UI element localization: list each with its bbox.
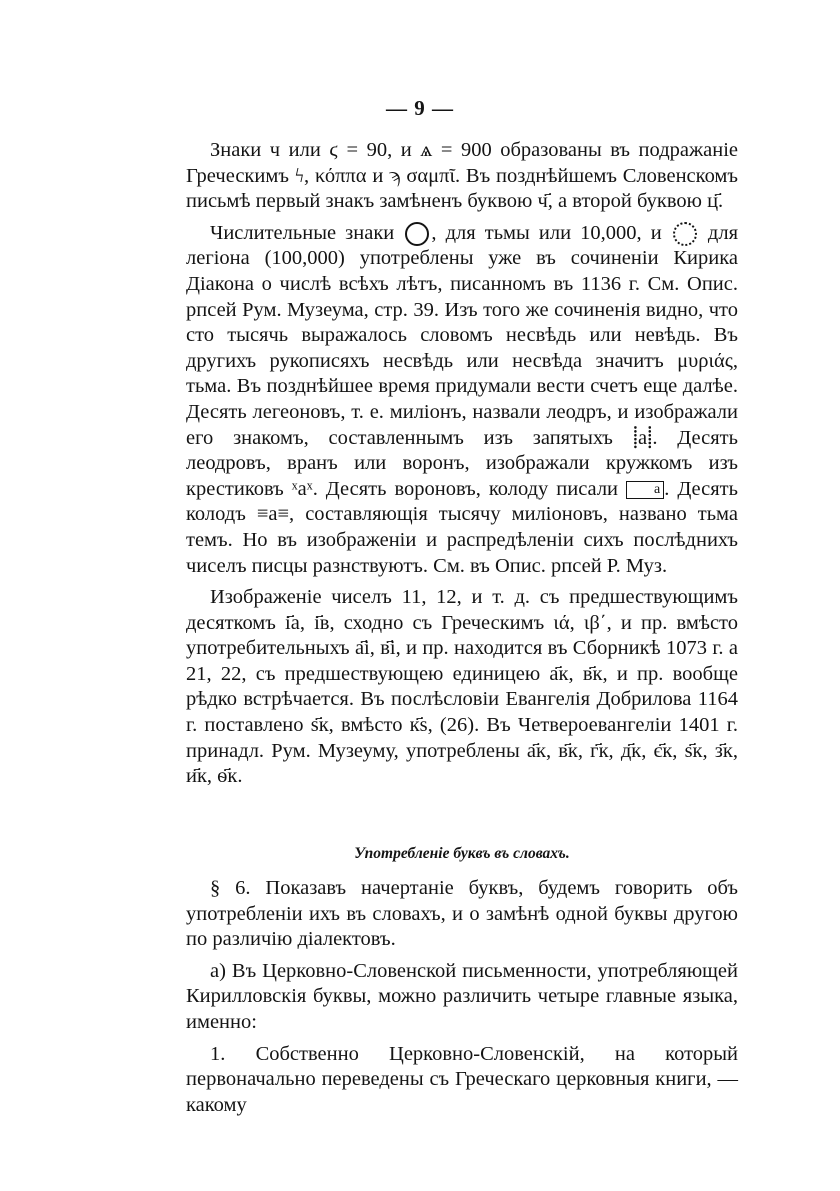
paragraph-3: Изображеніе чиселъ 11, 12, и т. д. съ предшествующимъ десяткомъ і҃а, і҃в, сходно съ Греческимъ ιά, ιβ΄, и пр. вмѣсто употребительныхъ а҃і, в҃і, и пр. находится въ Сборникѣ 1073 г. а 21, 22, съ предшествующею единицею а҃к, в҃к, и пр. вообще рѣдко встрѣчается. Въ послѣсловіи Евангелія Добрилова 1164 г. поставлено ѕ҃к, вмѣсто к҃ѕ, (26). Въ Четвероевангеліи 1401 г. принадл. Рум. Музеуму, употреблены а҃к, в҃к, г҃к, д҃к, є҃к, ѕ҃к, з҃к, и҃к, ѳ҃к. [186, 586, 738, 788]
section-paragraph-3: 1. Собственно Церковно-Словенскій, на который первоначально переведены съ Греческаго церковныя книги, — какому [186, 1042, 738, 1116]
p2-after2: . Десять колодъ ≡а≡, составляющія тысячу миліоновъ, названо тьма темъ. Но въ изображеніи и распредѣленіи сихъ послѣднихъ чиселъ писцы разнствуютъ. См. въ Опис. рпсей Р. Муз. [186, 477, 738, 577]
section-paragraph-1: § 6. Показавъ начертаніе буквъ, будемъ говорить объ употребленіи ихъ въ словахъ, и о замѣнѣ одной буквы другою по различію діалектовъ. [186, 877, 738, 951]
koloda-boxed-symbol: а [626, 481, 664, 499]
section-text [186, 876, 738, 1124]
paragraph-1: Знаки ч или ϛ = 90, и ѧ = 900 образованы въ подражаніе Греческимъ ϟ, κόππα и ϡ σαμπῖ. Въ позднѣйшемъ Словенскомъ письмѣ первый знакъ замѣненъ буквою ч҃, а второй буквою ц҃. [186, 139, 738, 213]
p2-before: Числительные знаки [210, 221, 404, 244]
main-text [186, 138, 738, 796]
p2-after: для легіона (100,000) употреблены уже въ сочиненіи Кирика Діакона о числѣ всѣхъ лѣтъ, писанномъ въ 1136 г. См. Опис. рпсей Рум. Музеума, стр. 39. Изъ того же сочиненія видно, что сто тысячь выражалось словомъ несвѣдь или невѣдь. Въ другихъ рукописяхъ несвѣдь или несвѣда значитъ μυριάς, тьма. Въ позднѣйшее время придумали вести счетъ еще далѣе. Десять легеоновъ, т. е. миліонъ, назвали леодръ, и изображали его знакомъ, составленнымъ изъ запятыхъ ⸽а⸽. Десять леодровъ, вранъ или воронъ, изображали кружкомъ изъ крестиковъ ˣаˣ. Десять вороновъ, колоду писали [186, 221, 738, 500]
p2-mid: , для тьмы или 10,000, и [431, 221, 671, 244]
page-number: — 9 — [386, 96, 454, 120]
legion-dotted-circle-symbol [673, 222, 697, 246]
tma-circle-symbol [405, 222, 429, 246]
section-paragraph-2: а) Въ Церковно-Словенской письменности, употребляющей Кирилловскія буквы, можно различить четыре главные языка, именно: [186, 959, 738, 1033]
paragraph-2 [186, 221, 738, 579]
section-heading: Употребленіе буквъ въ словахъ. [354, 845, 570, 862]
